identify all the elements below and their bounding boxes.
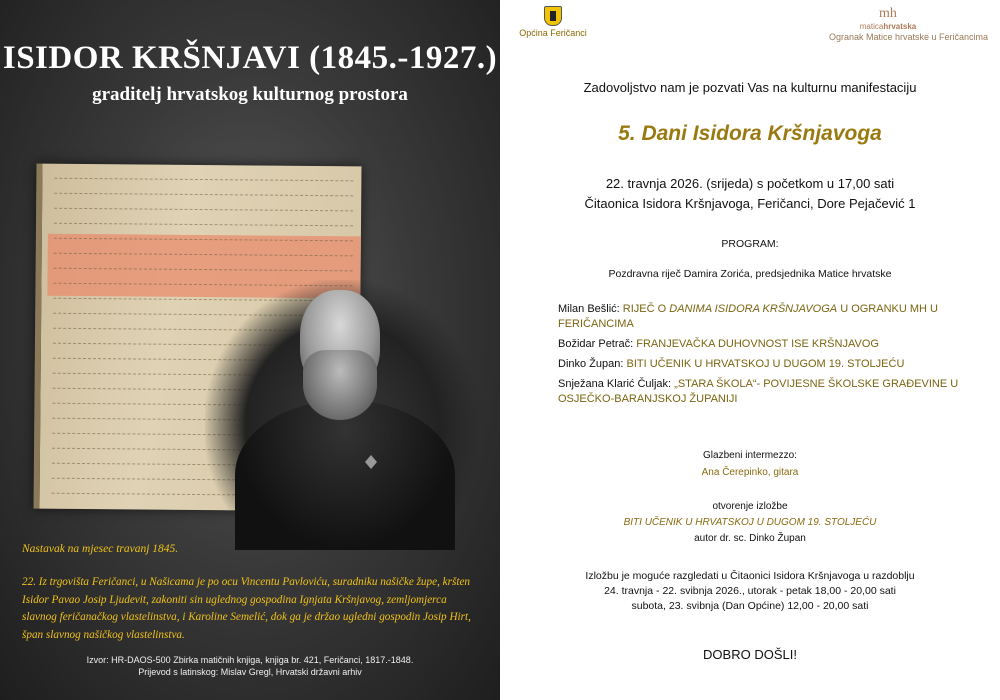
event-location: Čitaonica Isidora Kršnjavoga, Feričanci, Dore Pejačević 1: [584, 196, 916, 211]
exhibition-author: autor dr. sc. Dinko Župan: [694, 533, 806, 544]
talk-title: BITI UČENIK U HRVATSKOJ U DUGOM 19. STOLJEĆU: [626, 358, 905, 370]
mh-logo-icon: mh: [879, 6, 897, 21]
opcina-logo: [518, 6, 588, 38]
opcina-logo-text: Općina Feričanci: [519, 28, 587, 38]
welcome-text: DOBRO DOŠLI!: [703, 647, 797, 662]
baptism-record-text: 22. Iz trgovišta Feričanci, u Našicama je po ocu Vincentu Pavloviću, suradniku našičke župe, kršten Isidor Pavao Josip Ljudevit, zakoniti sin uglednog gospodina Ignjata Kršnjavog, zemljomjerca slavnog feričanačkog vlastelinstva, i Karoline Semelić, dok ga je držao ugledni gospodin Josip Hirt, špan slavnog našičkog vlastelinstva.: [22, 576, 471, 641]
event-title: 5. Dani Isidora Kršnjavoga: [618, 122, 882, 145]
talk-title: „STARA ŠKOLA“- POVIJESNE ŠKOLSKE GRAĐEVINE U OSJEČKO-BARANJSKOJ ŽUPANIJI: [558, 378, 959, 405]
continuation-note: Nastavak na mjesec travanj 1845.: [22, 543, 179, 555]
greeting-line: Pozdravna riječ Damira Zorića, predsjednika Matice hrvatske: [608, 268, 892, 280]
music-performer: Ana Čerepinko, gitara: [701, 467, 799, 478]
matica-wordmark: maticahrvatska: [859, 22, 917, 31]
manuscript-line: [54, 193, 353, 197]
speaker-name: Milan Bešlić:: [558, 303, 623, 315]
portrait-body: [235, 400, 455, 550]
ogranak-text: Ogranak Matice hrvatske u Feričancima: [828, 32, 988, 42]
talk-item: [558, 377, 978, 407]
exhibition-heading: otvorenje izložbe: [712, 501, 788, 512]
speaker-name: Dinko Župan:: [558, 358, 627, 370]
program-heading: PROGRAM:: [721, 238, 779, 250]
event-date: 22. travnja 2026. (srijeda) s početkom u 17,00 sati: [605, 176, 895, 191]
viewing-info: Izložbu je moguće razgledati u Čitaonici Isidora Kršnjavoga u razdoblju: [585, 570, 915, 582]
coat-of-arms-icon: [544, 6, 562, 26]
viewing-hours-weekday: 24. travnja - 22. svibnja 2026., utorak - petak 18,00 - 20,00 sati: [604, 585, 896, 597]
source-line: Izvor: HR-DAOS-500 Zbirka matičnih knjiga, knjiga br. 421, Feričanci, 1817.-1848.: [86, 655, 414, 665]
talk-item: [558, 337, 978, 352]
portrait-image: [205, 280, 480, 545]
talk-title-italic: DANIMA ISIDORA KRŠNJAVOGA: [669, 303, 838, 315]
portrait-beard: [303, 350, 377, 420]
manuscript-line: [54, 178, 353, 182]
talk-title: FRANJEVAČKA DUHOVNOST ISE KRŠNJAVOG: [636, 338, 879, 350]
speaker-name: Božidar Petrač:: [558, 338, 637, 350]
invite-intro: Zadovoljstvo nam je pozvati Vas na kulturnu manifestaciju: [583, 80, 917, 95]
talk-item: [558, 357, 978, 372]
poster-title: ISIDOR KRŠNJAVI (1845.-1927.): [2, 40, 498, 76]
talk-item: [558, 302, 978, 332]
poster-subtitle: graditelj hrvatskog kulturnog prostora: [92, 84, 408, 105]
invitation-panel: [500, 0, 1000, 700]
translation-line: Prijevod s latinskog: Mislav Gregl, Hrvatski državni arhiv: [138, 667, 362, 677]
talks-list: [558, 302, 978, 412]
talk-title-rest: U OGRANKU MH U FERIČANCIMA: [558, 303, 938, 330]
talk-title: RIJEČ O: [622, 303, 670, 315]
exhibition-title: BITI UČENIK U HRVATSKOJ U DUGOM 19. STOLJEĆU: [623, 517, 877, 528]
viewing-hours-saturday: subota, 23. svibnja (Dan Općine) 12,00 - 20,00 sati: [631, 600, 869, 612]
music-heading: Glazbeni intermezzo:: [703, 450, 797, 461]
speaker-name: Snježana Klarić Čuljak:: [558, 378, 675, 390]
manuscript-line: [54, 208, 353, 212]
matica-logo: [788, 6, 988, 42]
manuscript-line: [54, 223, 353, 227]
